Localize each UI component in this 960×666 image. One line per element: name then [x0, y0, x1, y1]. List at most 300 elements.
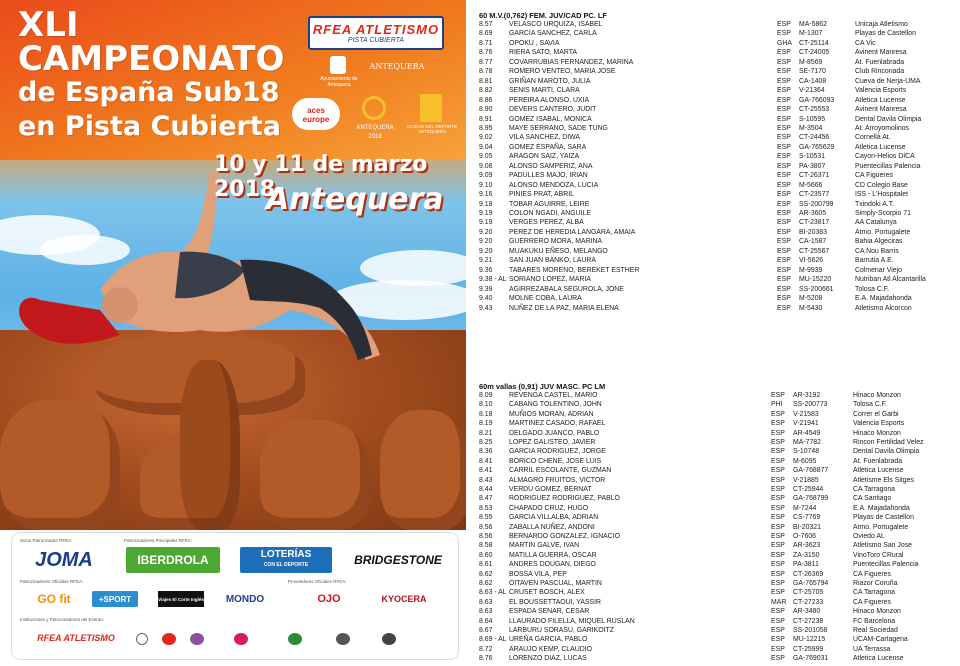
result-mark: 9.40 [479, 295, 493, 303]
license-number: M-9939 [799, 266, 823, 274]
athlete-name: DELGADO JUANCO, PABLO [509, 429, 600, 437]
result-mark: 8.09 [479, 392, 493, 399]
license-number: AR-3192 [793, 392, 821, 399]
license-number: S-10531 [799, 153, 826, 161]
license-number: M-6095 [793, 457, 817, 465]
athlete-name: AGIRREZABALA SEGUROLA, JONE [509, 285, 624, 293]
result-mark: 9.19 [479, 210, 493, 217]
result-mark: 8.91 [479, 115, 493, 123]
result-mark: 8.64 [479, 617, 493, 625]
club-name: UCAM-Cartagena [853, 636, 908, 644]
club-name: CD Colegio Base [855, 181, 908, 189]
license-number: SS-201058 [793, 627, 828, 634]
club-name: VinoToro CRural [853, 551, 904, 559]
institution-logo-icon [336, 633, 350, 645]
athlete-name: CARRIL ESCOLANTE, GUZMAN [509, 467, 612, 475]
result-mark: 9.05 [479, 153, 493, 161]
license-number: CT-23817 [799, 219, 830, 227]
result-mark: 8.55 [479, 514, 493, 522]
license-number: AR-3623 [793, 542, 821, 550]
athlete-name: OITAVEN PASCUAL, MARTIN [509, 580, 602, 587]
result-mark: 8.19 [479, 420, 493, 428]
result-mark: 8.60 [479, 551, 493, 559]
license-number: SE-7170 [799, 68, 826, 76]
license-number: GA-766093 [799, 96, 835, 104]
nationality: ESP [771, 448, 785, 456]
result-mark: 8.76 [479, 49, 493, 57]
sponsor-label: Instituciones y Patrocinadores del Evento: [20, 617, 104, 622]
license-number: S-10748 [793, 448, 820, 456]
license-number: MA-7782 [793, 439, 821, 446]
license-number: CT-27238 [793, 617, 824, 625]
nationality: ESP [777, 210, 791, 217]
athlete-name: NUÑEZ DE LA PAZ, MARIA ELENA [509, 304, 619, 312]
club-name: CA Santiago [853, 495, 892, 503]
result-mark: 8.10 [479, 401, 493, 409]
license-number: GA-768799 [793, 495, 829, 503]
athlete-name: ESPADA SENAR, CESAR [509, 608, 590, 616]
nationality: ESP [771, 495, 785, 503]
club-name: CA Tarragona [853, 486, 896, 493]
nationality: ESP [777, 106, 791, 114]
nationality: ESP [771, 504, 785, 512]
license-number: SS-200773 [793, 401, 828, 409]
result-mark: 8.41 [479, 467, 493, 475]
athlete-name: PEREIRA ALONSO, UXIA [509, 96, 590, 104]
result-mark: 9.20 [479, 228, 493, 236]
result-mark: 9.02 [479, 134, 493, 142]
nationality: ESP [771, 476, 785, 484]
nationality: ESP [771, 570, 785, 578]
club-name: Atletisme Els Sitges [853, 476, 914, 484]
club-name: CA Vic [855, 39, 876, 47]
license-number: GA-765794 [793, 580, 829, 587]
nationality: ESP [777, 115, 791, 123]
nationality: ESP [771, 542, 785, 550]
result-mark: 9.38 - AL [479, 276, 507, 284]
nationality: ESP [777, 172, 791, 180]
athlete-name: SORIANO LOPEZ, MARIA [509, 276, 591, 284]
athlete-name: VILA SANCHEZ, DIWA [509, 134, 580, 142]
athlete-name: ALONSO SAMPERIZ, ANA [509, 162, 593, 170]
club-name: Simply-Scorpio 71 [855, 210, 911, 217]
club-name: Cayon-Helios DICA [855, 153, 915, 161]
nationality: ESP [777, 219, 791, 227]
result-mark: 8.78 [479, 68, 493, 76]
club-name: Oviedo At. [853, 533, 885, 540]
result-mark: 8.18 [479, 410, 493, 418]
nationality: ESP [771, 514, 785, 522]
license-number: CT-25705 [793, 589, 824, 597]
club-name: Valencia Esports [853, 420, 905, 428]
nationality: ESP [777, 191, 791, 199]
result-mark: 8.62 [479, 570, 493, 578]
nationality: ESP [771, 533, 785, 540]
athlete-name: MARTINEZ CASADO, RAFAEL [509, 420, 606, 428]
result-mark: 9.09 [479, 172, 493, 180]
club-name: Tolosa C.F. [853, 401, 888, 409]
result-mark: 8.76 [479, 655, 493, 663]
athlete-name: EL BOUSSETTAOUI, YASSIR [509, 598, 602, 606]
nationality: ESP [777, 200, 791, 208]
license-number: AR-4549 [793, 429, 821, 437]
athlete-name: ALONSO MENDOZA, LUCIA [509, 181, 599, 189]
result-mark: 9.43 [479, 304, 493, 312]
athlete-name: TABARES MORENO, BEREKET ESTHER [509, 266, 640, 274]
ciudad-deporte-emblem [420, 94, 442, 122]
license-number: CT-24005 [799, 49, 830, 57]
club-name: Riazor Coruña [853, 580, 898, 587]
nationality: ESP [771, 523, 785, 531]
event-date: 10 y 11 de marzo 2018 [214, 152, 428, 202]
nationality: ESP [777, 285, 791, 293]
athlete-name: MUÑIOS MORAN, ADRIAN [509, 410, 594, 418]
athlete-name: DEVERS CANTERO, JUDIT [509, 106, 597, 114]
result-mark: 9.18 [479, 200, 493, 208]
nationality: ESP [771, 392, 785, 399]
result-mark: 8.47 [479, 495, 493, 503]
club-name: Atletismo Alcorcon [855, 304, 912, 312]
club-name: E.A. Majadahonda [855, 295, 912, 303]
athlete-name: PINIES PRAT, ABRIL [509, 191, 574, 199]
result-mark: 9.21 [479, 257, 493, 265]
athlete-name: CHAPADO CRUZ, HUGO [509, 504, 589, 512]
club-name: Puentecillas Palencia [853, 561, 919, 569]
nationality: MAR [771, 598, 787, 606]
athlete-name: ANDRES DOUGAN, DIEGO [509, 561, 596, 569]
result-mark: 8.72 [479, 645, 493, 653]
result-mark: 8.82 [479, 87, 493, 95]
nationality: ESP [771, 467, 785, 475]
club-name: Avinent Manresa [855, 106, 907, 114]
institution-logo-icon [234, 633, 248, 645]
license-number: CS-7769 [793, 514, 821, 522]
club-name: Atletica Lucense [855, 96, 906, 104]
license-number: BI-20383 [799, 228, 827, 236]
club-name: ISS - L'Hospitalet [855, 191, 909, 199]
athlete-name: CABANG TOLENTINO, JOHN [509, 401, 602, 409]
sponsor-label: Patrocinadores Oficiales RFEA: [20, 579, 84, 584]
club-name: Txindoki A.T. [855, 200, 895, 208]
sponsor-label: Proveedores Oficiales RFEA: [288, 579, 347, 584]
result-mark: 8.71 [479, 39, 493, 47]
nationality: ESP [777, 257, 791, 265]
athlete-name: ARAUJO KEMP, CLAUDIO [509, 645, 592, 653]
license-number: VI-5626 [799, 257, 824, 265]
athlete-name: VERGES PEREZ, ALBA [509, 219, 584, 227]
nationality: ESP [771, 580, 785, 587]
license-number: CA-1587 [799, 238, 827, 246]
nationality: PHI [771, 401, 783, 409]
result-mark: 9.20 [479, 238, 493, 246]
club-name: Atmo. Portugalete [855, 228, 911, 236]
license-number: GA-765629 [799, 143, 835, 151]
license-number: CT-27233 [793, 598, 824, 606]
result-mark: 8.61 [479, 561, 493, 569]
title-line: en Pista Cubierta [18, 111, 281, 142]
license-number: CT-26371 [799, 172, 830, 180]
club-name: E.A. Majadahonda [853, 504, 910, 512]
nationality: ESP [777, 162, 791, 170]
athlete-name: GUERRERO MORA, MARINA [509, 238, 603, 246]
license-number: CT-25567 [799, 247, 830, 255]
athlete-name: ZABALLA NUÑEZ, ANDONI [509, 523, 595, 531]
athlete-name: LARBURU SORASU, GARIKOITZ [509, 627, 614, 634]
rfea-logo-text: RFEA ATLETISMO [312, 22, 440, 37]
institution-logo-icon [382, 633, 396, 645]
nationality: ESP [771, 627, 785, 634]
kyocera-logo: KYOCERA [381, 594, 427, 604]
club-name: Playas de Castellon [853, 514, 914, 522]
antequera-2018-logo: ANTEQUERA 2018 [356, 125, 394, 140]
license-number: M-1307 [799, 30, 823, 38]
athlete-name: UREÑA GARCIA, PABLO [509, 636, 588, 644]
club-name: At. Arroyomolinos [855, 124, 909, 132]
result-mark: 8.57 [479, 21, 493, 28]
club-name: CA Figueres [853, 598, 891, 606]
nationality: ESP [771, 457, 785, 465]
club-name: Colmenar Viejo [855, 266, 902, 274]
athlete-name: MARTIN GALVE, IVAN [509, 542, 580, 550]
sponsor-label: Socio Patrocinador RFEA: [20, 538, 73, 543]
nationality: ESP [771, 655, 785, 663]
sponsors-panel [12, 533, 458, 659]
nationality: ESP [777, 21, 791, 28]
event-city: Antequera [266, 182, 444, 217]
license-number: CT-25999 [793, 645, 824, 653]
nationality: ESP [777, 153, 791, 161]
license-number: CT-26369 [793, 570, 824, 578]
license-number: GA-769031 [793, 655, 829, 663]
result-mark: 8.56 [479, 533, 493, 540]
result-mark: 9.39 [479, 285, 493, 293]
license-number: CT-25944 [793, 486, 824, 493]
athlete-name: GARCIA VILLALBA, ADRIAN [509, 514, 599, 522]
mondo-logo: MONDO [225, 593, 265, 605]
athlete-name: BERNARDO GONZALEZ, IGNACIO [509, 533, 621, 540]
club-name: CA Figueres [855, 172, 893, 180]
club-name: Atletica Lucense [853, 467, 904, 475]
license-number: AR-3605 [799, 210, 827, 217]
athlete-name: MUAKUKU EÑESO, MELANGO [509, 247, 608, 255]
ayuntamiento-logo: Ayuntamiento de Antequera [320, 76, 358, 88]
license-number: MA-5862 [799, 21, 827, 28]
nationality: ESP [771, 551, 785, 559]
club-name: Club Rinconada [855, 68, 905, 76]
ojo-logo: OJO [317, 593, 341, 605]
license-number: CT-25114 [799, 39, 829, 47]
nationality: ESP [777, 266, 791, 274]
result-mark: 8.63 - AL [479, 589, 507, 597]
event-poster [0, 0, 466, 666]
athlete-name: CRUSET BOSCH, ALEX [509, 589, 585, 597]
result-mark: 9.10 [479, 181, 493, 189]
sponsor-label: Patrocinadores Principales RFEA: [124, 538, 193, 543]
club-name: CA Nou Barris [855, 247, 899, 255]
result-mark: 8.36 [479, 448, 493, 456]
license-number: V-21885 [793, 476, 819, 484]
institution-logo-icon [288, 633, 302, 645]
club-name: Hinaco Monzon [853, 608, 901, 616]
nationality: ESP [777, 96, 791, 104]
host-logos [292, 54, 462, 144]
results-list [470, 0, 960, 666]
license-number: M-3504 [799, 124, 823, 132]
nationality: ESP [777, 134, 791, 142]
result-mark: 8.21 [479, 429, 493, 437]
license-number: M-5430 [799, 304, 823, 312]
athlete-name: ALMAGRO FRUITOS, VICTOR [509, 476, 606, 484]
athlete-name: GOMEZ ISABAL, MONICA [509, 115, 592, 123]
nationality: ESP [777, 304, 791, 312]
club-name: Playas de Castellon [855, 30, 916, 38]
result-mark: 8.62 [479, 580, 493, 587]
athlete-name: MATILLA GUERRA, OSCAR [509, 551, 597, 559]
loterias-logo-subtext: CON EL DEPORTE [263, 562, 309, 568]
club-name: Hinaco Monzon [853, 429, 901, 437]
result-mark: 9.36 [479, 266, 493, 274]
license-number: MU-12215 [793, 636, 826, 644]
athlete-name: COVARRUBIAS FERNANDEZ, MARINA [509, 58, 634, 66]
club-name: Rincon Fertilidad Velez [853, 439, 924, 446]
nationality: ESP [777, 238, 791, 246]
result-mark: 9.04 [479, 143, 493, 151]
license-number: CT-25553 [799, 106, 830, 114]
result-mark: 9.16 [479, 191, 493, 199]
license-number: PA-3811 [793, 561, 819, 569]
club-name: Atletica Lucense [853, 655, 904, 663]
rfea-bottom-logo: RFEA ATLETISMO [37, 633, 115, 643]
result-mark: 8.69 - AL [479, 636, 507, 644]
club-name: At. Fuenlabrada [853, 457, 903, 465]
nationality: ESP [771, 410, 785, 418]
license-number: V-21583 [793, 410, 819, 418]
athlete-name: BORICO CHENE, JOSE LUIS [509, 457, 602, 465]
result-mark: 8.81 [479, 77, 493, 85]
athlete-name: OPOKU , SAVIA [509, 39, 560, 47]
result-mark: 9.20 [479, 247, 493, 255]
nationality: ESP [771, 439, 785, 446]
rfea-logo-subtext: PISTA CUBIERTA [347, 37, 405, 44]
club-name: Puentecillas Palencia [855, 162, 921, 170]
nationality: ESP [777, 295, 791, 303]
nationality: ESP [777, 247, 791, 255]
title-line: de España Sub18 [18, 77, 280, 108]
license-number: M-8569 [799, 58, 823, 66]
club-name: Correr el Garbi [853, 410, 899, 418]
section-title: 60m vallas (0,91) JUV MASC. PC LM [479, 382, 606, 391]
club-name: Atmo. Portugalete [853, 523, 909, 531]
athlete-name: SENIS MARTI, CLARA [509, 87, 580, 95]
result-mark: 9.19 [479, 219, 493, 227]
athlete-name: MOLNE COBA, LAURA [509, 295, 582, 303]
result-mark: 8.90 [479, 106, 493, 114]
license-number: M-5208 [799, 295, 823, 303]
license-number: O-7606 [793, 533, 816, 540]
club-name: Unicaja Atletismo [855, 21, 908, 28]
license-number: CT-24456 [799, 134, 830, 142]
athlete-name: REVENGA CASTEL, MARIO [509, 392, 598, 399]
club-name: FC Barcelona [853, 617, 896, 625]
athlete-name: GRIÑAN MAROTO, JULIA [509, 77, 591, 85]
club-name: Valencia Esports [855, 87, 907, 95]
gofit-logo: GO fit [37, 592, 71, 606]
athlete-name: TOBAR AGUIRRE, LEIRE [509, 200, 590, 208]
athlete-name: LORENZO DIAZ, LUCAS [509, 655, 587, 663]
license-number: V-21941 [793, 420, 819, 428]
rfea-logo [308, 16, 444, 50]
athlete-name: GARCIA RODRIGUEZ, JORGE [509, 448, 606, 456]
license-number: MU-15220 [799, 276, 832, 284]
club-name: Hinaco Monzon [853, 392, 901, 399]
athlete-name: PADULLES MAJO, IRIAN [509, 172, 588, 180]
athlete-name: ARAGON SAIZ, YAIZA [509, 153, 580, 161]
athlete-name: PEREZ DE HEREDIA LANGARA, AMAIA [509, 228, 636, 236]
title-line: XLI CAMPEONATO [18, 5, 285, 79]
result-mark: 9.08 [479, 162, 493, 170]
loterias-logo-text: LOTERÍAS [260, 549, 312, 560]
antequera-2018-emblem [362, 96, 386, 120]
result-mark: 8.95 [479, 124, 493, 132]
institution-logo-icon [136, 633, 148, 645]
nationality: ESP [771, 486, 785, 493]
rock [380, 410, 466, 530]
athlete-name: VELASCO URQUIZA, ISABEL [509, 21, 603, 28]
athlete-name: GARCIA SANCHEZ, CARLA [509, 30, 597, 38]
club-name: Nutriban Atl Alcantarilla [855, 276, 926, 284]
club-name: Barrutia A.E. [855, 257, 894, 265]
license-number: SS-200661 [799, 285, 834, 293]
institution-logo-icon [162, 633, 176, 645]
license-number: CT-23577 [799, 191, 830, 199]
license-number: AR-3480 [793, 608, 821, 616]
nationality: ESP [771, 561, 785, 569]
nationality: ESP [771, 429, 785, 437]
bridgestone-logo: BRIDGESTONE [354, 553, 442, 567]
rock [0, 400, 120, 530]
club-name: Atletica Lucense [855, 143, 906, 151]
athlete-name: SAN JUAN BANKO, LAURA [509, 257, 596, 265]
club-name: CA Tarragona [853, 589, 896, 597]
athlete-name: GOMEZ ESPAÑA, SARA [509, 143, 587, 151]
club-name: At. Fuenlabrada [855, 58, 905, 66]
ciudad-deporte-logo: CIUDAD DEL DEPORTE ANTEQUERA [406, 124, 457, 134]
club-name: Avinent Manresa [855, 49, 907, 57]
table-row [479, 655, 959, 665]
aces-europe-logo: aces europe [302, 106, 330, 124]
iberdrola-logo: IBERDROLA [126, 547, 220, 573]
result-mark: 8.69 [479, 30, 493, 38]
joma-logo: JOMA [35, 548, 93, 571]
nationality: ESP [771, 617, 785, 625]
result-mark: 8.56 [479, 523, 493, 531]
nationality: ESP [777, 30, 791, 38]
club-name: Atletismo San Jose [853, 542, 912, 550]
club-name: UA Terrassa [853, 645, 891, 653]
nationality: ESP [777, 49, 791, 57]
license-number: BI-20321 [793, 523, 821, 531]
nationality: ESP [777, 228, 791, 236]
club-name: Real Sociedad [853, 627, 898, 634]
result-mark: 8.25 [479, 439, 493, 446]
result-mark: 8.86 [479, 96, 493, 104]
nationality: ESP [777, 181, 791, 189]
nationality: ESP [777, 58, 791, 66]
result-mark: 8.63 [479, 598, 493, 606]
license-number: SS-200799 [799, 200, 834, 208]
license-number: CA-1408 [799, 77, 827, 85]
poster-title [18, 5, 288, 144]
